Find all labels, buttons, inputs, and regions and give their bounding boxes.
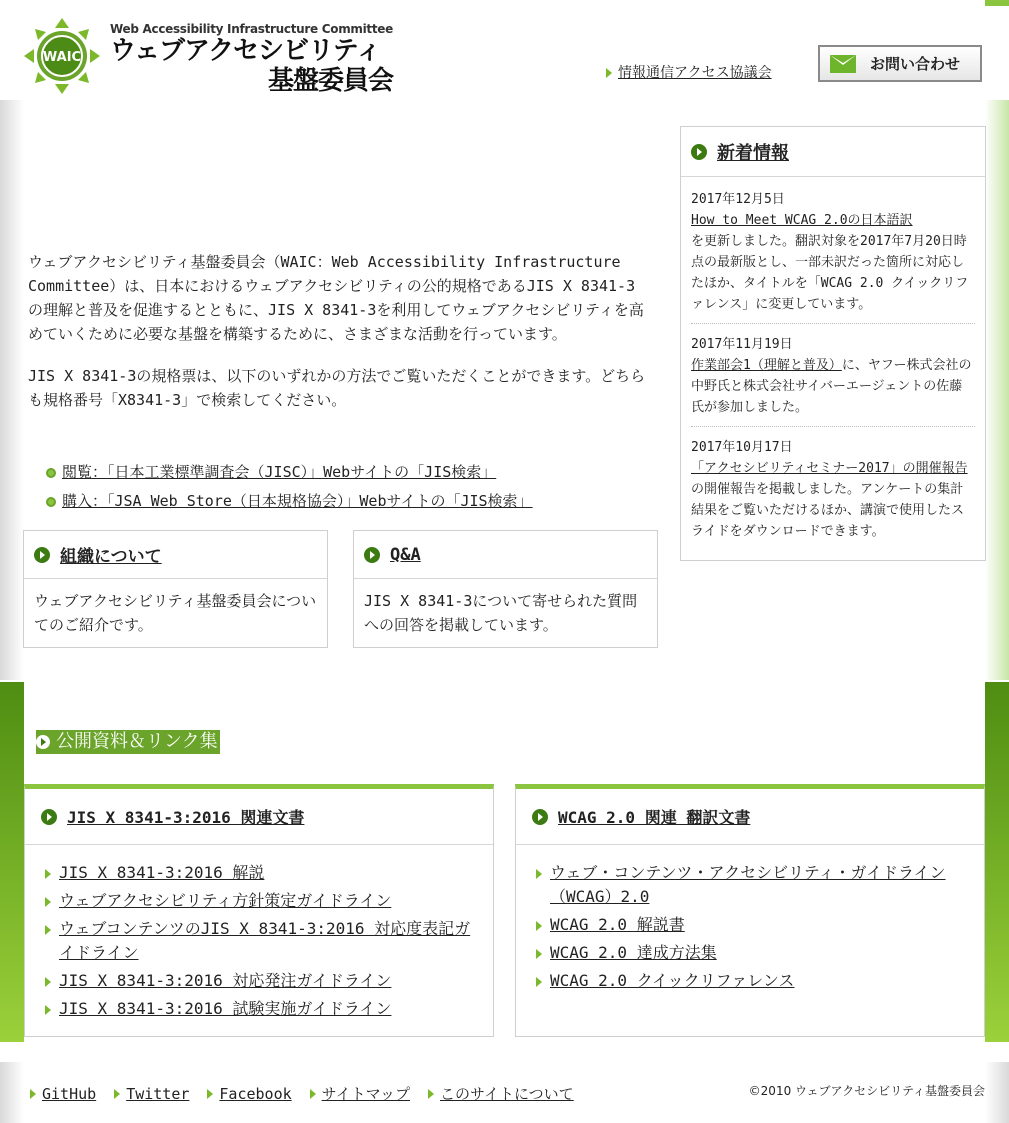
wcag-panel-title-link[interactable]: WCAG 2.0 関連 翻訳文書 bbox=[558, 808, 751, 827]
list-item bbox=[46, 458, 533, 487]
left-footer-strip bbox=[0, 1062, 24, 1123]
jis-doc-link[interactable]: ウェブコンテンツのJIS X 8341-3:2016 対応度表記ガイドライン bbox=[59, 919, 471, 962]
left-green-band bbox=[0, 682, 24, 1042]
footer-link-github[interactable]: GitHub bbox=[42, 1084, 97, 1103]
news-item bbox=[691, 433, 975, 550]
org-name-ja-line1: ウェブアクセシビリティ bbox=[110, 36, 381, 66]
footer-link-sitemap[interactable]: サイトマップ bbox=[321, 1085, 411, 1103]
list-item bbox=[536, 969, 968, 993]
footer-link-about-site[interactable]: このサイトについて bbox=[440, 1085, 574, 1103]
about-description: ウェブアクセシビリティ基盤委員会についてのご紹介です。 bbox=[34, 592, 317, 634]
resources-heading-text: 公開資料＆リンク集 bbox=[56, 731, 218, 752]
logo-badge-text: WAIC bbox=[42, 50, 82, 65]
mail-icon bbox=[830, 55, 856, 73]
news-date: 2017年11月19日 bbox=[691, 337, 793, 352]
arrow-icon bbox=[114, 1089, 120, 1099]
wcag-doc-link[interactable]: WCAG 2.0 クイックリファレンス bbox=[550, 971, 795, 990]
wcag-doc-link[interactable]: WCAG 2.0 解説書 bbox=[550, 915, 685, 934]
wcag-documents-panel bbox=[515, 784, 985, 1037]
list-item bbox=[45, 889, 477, 913]
list-item bbox=[45, 997, 477, 1021]
jisc-browse-link[interactable]: 閲覧：「日本工業標準調査会（JISC）」Webサイトの「JIS検索」 bbox=[62, 463, 497, 481]
news-item bbox=[691, 185, 975, 324]
top-corner-accent bbox=[985, 0, 1009, 6]
right-footer-strip bbox=[985, 1062, 1009, 1123]
news-link[interactable]: 作業部会1（理解と普及） bbox=[691, 358, 842, 373]
news-title-link[interactable]: 新着情報 bbox=[717, 142, 789, 164]
arrow-circle-icon bbox=[691, 144, 707, 160]
jis-panel-title-link[interactable]: JIS X 8341-3:2016 関連文書 bbox=[67, 808, 305, 827]
jis-links-list bbox=[46, 458, 533, 516]
jis-doc-link[interactable]: JIS X 8341-3:2016 試験実施ガイドライン bbox=[59, 999, 392, 1018]
wcag-doc-link[interactable]: WCAG 2.0 達成方法集 bbox=[550, 943, 717, 962]
site-logo[interactable] bbox=[22, 16, 393, 96]
list-item bbox=[536, 913, 968, 937]
jis-doc-link[interactable]: JIS X 8341-3:2016 解説 bbox=[59, 863, 265, 882]
about-link[interactable]: 組織について bbox=[60, 547, 162, 567]
arrow-circle-icon bbox=[532, 809, 548, 825]
qa-box bbox=[353, 530, 658, 648]
right-green-band bbox=[985, 682, 1009, 1042]
list-item bbox=[536, 941, 968, 965]
list-item bbox=[45, 861, 477, 885]
jis-doc-link[interactable]: ウェブアクセシビリティ方針策定ガイドライン bbox=[59, 891, 392, 910]
ict-access-council-link[interactable]: 情報通信アクセス協議会 bbox=[618, 65, 772, 81]
header-link-container bbox=[606, 62, 772, 82]
qa-link[interactable]: Q&A bbox=[390, 544, 421, 565]
resources-heading bbox=[36, 730, 220, 754]
news-item bbox=[691, 330, 975, 427]
about-box bbox=[23, 530, 328, 648]
news-link[interactable]: How to Meet WCAG 2.0の日本語訳 bbox=[691, 213, 913, 228]
intro-paragraph-2: JIS X 8341-3の規格票は、以下のいずれかの方法でご覧いただくことができます。どちらも規格番号「X8341-3」で検索してください。 bbox=[28, 367, 646, 409]
list-item bbox=[46, 487, 533, 516]
news-link[interactable]: 「アクセシビリティセミナー2017」の開催報告 bbox=[691, 461, 968, 476]
news-text: の開催報告を掲載しました。アンケートの集計結果をご覧いただけるほか、講演で使用したスライドをダウンロードできます。 bbox=[691, 482, 965, 539]
news-text: に、ヤフー株式会社の中野氏と株式会社サイバーエージェントの佐藤氏が参加しました。 bbox=[691, 358, 972, 415]
jsa-purchase-link[interactable]: 購入：「JSA Web Store（日本規格協会）」Webサイトの「JIS検索」 bbox=[62, 492, 533, 510]
waic-logo-icon bbox=[22, 16, 102, 96]
jis-documents-panel bbox=[24, 784, 494, 1037]
arrow-icon bbox=[207, 1089, 213, 1099]
qa-description: JIS X 8341-3について寄せられた質問への回答を掲載しています。 bbox=[364, 592, 638, 634]
intro-section bbox=[28, 250, 648, 430]
intro-paragraph-1: ウェブアクセシビリティ基盤委員会（WAIC：Web Accessibility Infrastructure Committee）は、日本におけるウェブアクセシビリティの公的規格であるJIS X 8341-3の理解と普及を促進するとともに、JIS X 8341-3を利用してウェブアクセシビリティを高めていくために必要な基盤を構築するために、さまざまな活動を行っています。 bbox=[28, 253, 644, 343]
right-decor-strip bbox=[985, 100, 1009, 680]
contact-button-label: お問い合わせ bbox=[870, 55, 961, 73]
footer-link-facebook[interactable]: Facebook bbox=[219, 1084, 292, 1103]
wcag-doc-link[interactable]: ウェブ・コンテンツ・アクセシビリティ・ガイドライン（WCAG）2.0 bbox=[550, 863, 946, 906]
bullet-icon bbox=[46, 497, 56, 507]
footer-nav bbox=[30, 1083, 592, 1104]
news-date: 2017年12月5日 bbox=[691, 192, 785, 207]
arrow-icon bbox=[428, 1089, 434, 1099]
arrow-circle-icon bbox=[41, 809, 57, 825]
arrow-circle-icon bbox=[36, 735, 50, 749]
org-name-en: Web Accessibility Infrastructure Committee bbox=[110, 22, 393, 36]
arrow-circle-icon bbox=[364, 547, 380, 563]
news-panel bbox=[680, 126, 986, 561]
footer-link-twitter[interactable]: Twitter bbox=[126, 1084, 190, 1103]
arrow-icon bbox=[30, 1089, 36, 1099]
arrow-icon bbox=[310, 1089, 316, 1099]
news-text: を更新しました。翻訳対象を2017年7月20日時点の最新版とし、一部未訳だった箇所に対応したほか、タイトルを「WCAG 2.0 クイックリファレンス」に変更しています。 bbox=[691, 234, 969, 312]
bullet-icon bbox=[46, 468, 56, 478]
contact-button[interactable] bbox=[818, 45, 982, 82]
copyright: ©2010 ウェブアクセシビリティ基盤委員会 bbox=[748, 1084, 985, 1098]
arrow-circle-icon bbox=[34, 547, 50, 563]
list-item bbox=[536, 861, 968, 909]
jis-doc-link[interactable]: JIS X 8341-3:2016 対応発注ガイドライン bbox=[59, 971, 392, 990]
org-name-ja-line2: 基盤委員会 bbox=[267, 66, 393, 96]
list-item bbox=[45, 917, 477, 965]
left-decor-strip bbox=[0, 100, 24, 680]
arrow-icon bbox=[606, 68, 612, 78]
list-item bbox=[45, 969, 477, 993]
news-date: 2017年10月17日 bbox=[691, 440, 793, 455]
